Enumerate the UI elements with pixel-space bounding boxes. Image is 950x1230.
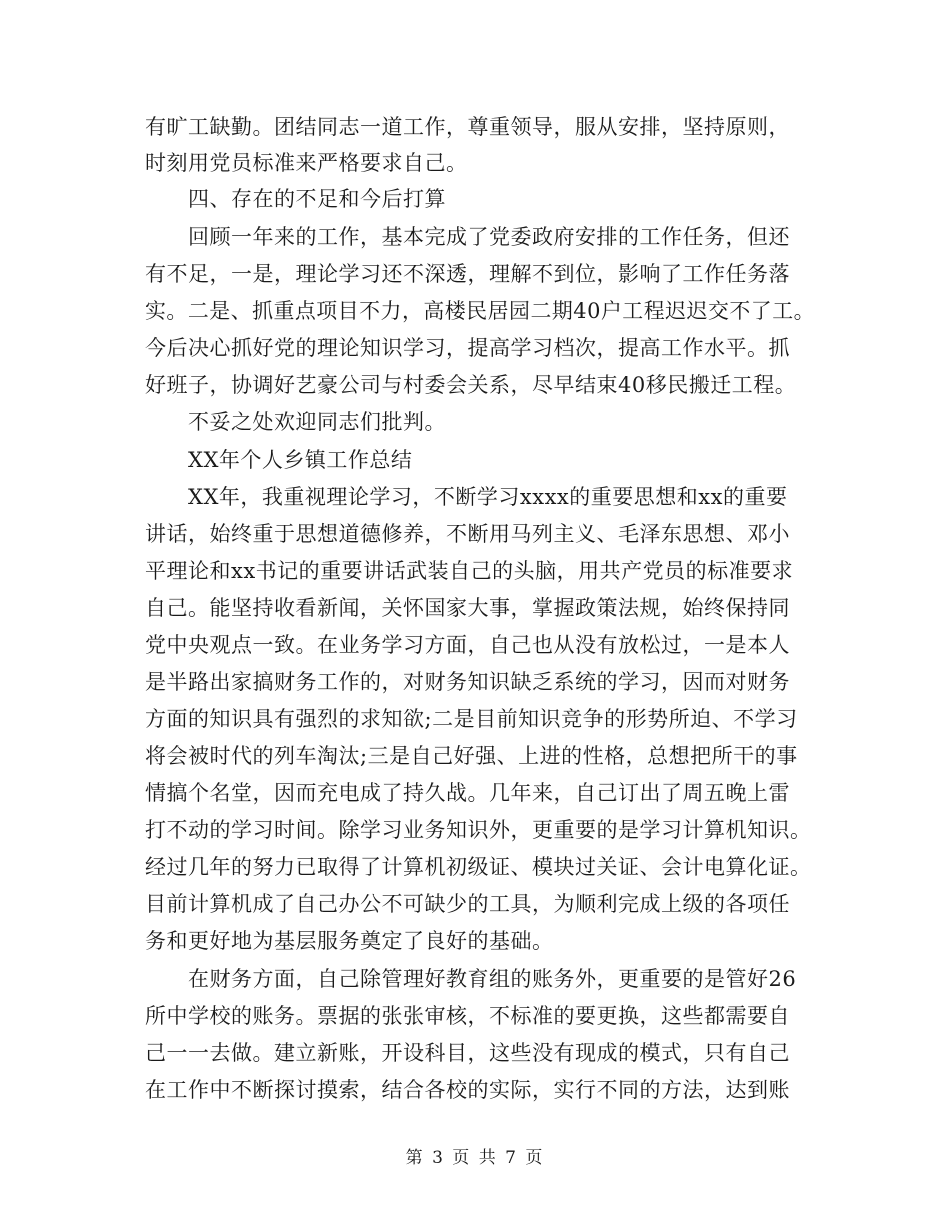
text-line: 在财务方面，自己除管理好教育组的账务外，更重要的是管好26 [188,967,797,991]
text-line: 时刻用党员标准来严格要求自己。 [145,151,468,175]
text-line: 今后决心抓好党的理论知识学习，提高学习档次，提高工作水平。抓 [145,336,790,360]
text-line: 有旷工缺勤。团结同志一道工作，尊重领导，服从安排，坚持原则， [145,115,790,139]
text-line: 情搞个名堂，因而充电成了持久战。几年来，自己订出了周五晚上雷 [145,781,790,805]
text-line: 自己。能坚持收看新闻，关怀国家大事，掌握政策法规，始终保持同 [145,596,790,620]
text-line: 己一一去做。建立新账，开设科目，这些没有现成的模式，只有自己 [145,1041,790,1065]
text-line: 有不足，一是，理论学习还不深透，理解不到位，影响了工作任务落 [145,262,790,286]
text-line: 实。二是、抓重点项目不力，高楼民居园二期40户工程迟迟交不了工。 [145,299,816,323]
text-line: 目前计算机成了自己办公不可缺少的工具，为顺利完成上级的各项任 [145,892,790,916]
text-line: 务和更好地为基层服务奠定了良好的基础。 [145,929,554,953]
text-line: 所中学校的账务。票据的张张审核，不标准的要更换，这些都需要自 [145,1004,790,1028]
text-line: XX年，我重视理论学习，不断学习xxxx的重要思想和xx的重要 [188,485,788,509]
text-line: 平理论和xx书记的重要讲话武装自己的头脑，用共产党员的标准要求 [145,559,794,583]
text-line: 不妥之处欢迎同志们批判。 [188,410,446,434]
text-line: 打不动的学习时间。除学习业务知识外，更重要的是学习计算机知识。 [145,818,812,842]
text-line: 好班子，协调好艺豪公司与村委会关系，尽早结束40移民搬迁工程。 [145,373,797,397]
text-line: 党中央观点一致。在业务学习方面，自己也从没有放松过，一是本人 [145,633,790,657]
text-line: 方面的知识具有强烈的求知欲;二是目前知识竞争的形势所迫、不学习 [145,707,798,731]
text-line: 讲话，始终重于思想道德修养，不断用马列主义、毛泽东思想、邓小 [145,522,790,546]
page-number-footer: 第 3 页 共 7 页 [405,1148,545,1168]
text-line: 经过几年的努力已取得了计算机初级证、模块过关证、会计电算化证。 [145,855,812,879]
text-line: 在工作中不断探讨摸索，结合各校的实际，实行不同的方法，达到账 [145,1078,790,1102]
text-line: 将会被时代的列车淘汰;三是自己好强、上进的性格，总想把所干的事 [145,744,798,768]
text-line: 是半路出家搞财务工作的，对财务知识缺乏系统的学习，因而对财务 [145,670,790,694]
text-line: 回顾一年来的工作，基本完成了党委政府安排的工作任务，但还 [188,225,790,249]
section-heading: XX年个人乡镇工作总结 [188,448,413,472]
section-heading: 四、存在的不足和今后打算 [188,187,446,211]
